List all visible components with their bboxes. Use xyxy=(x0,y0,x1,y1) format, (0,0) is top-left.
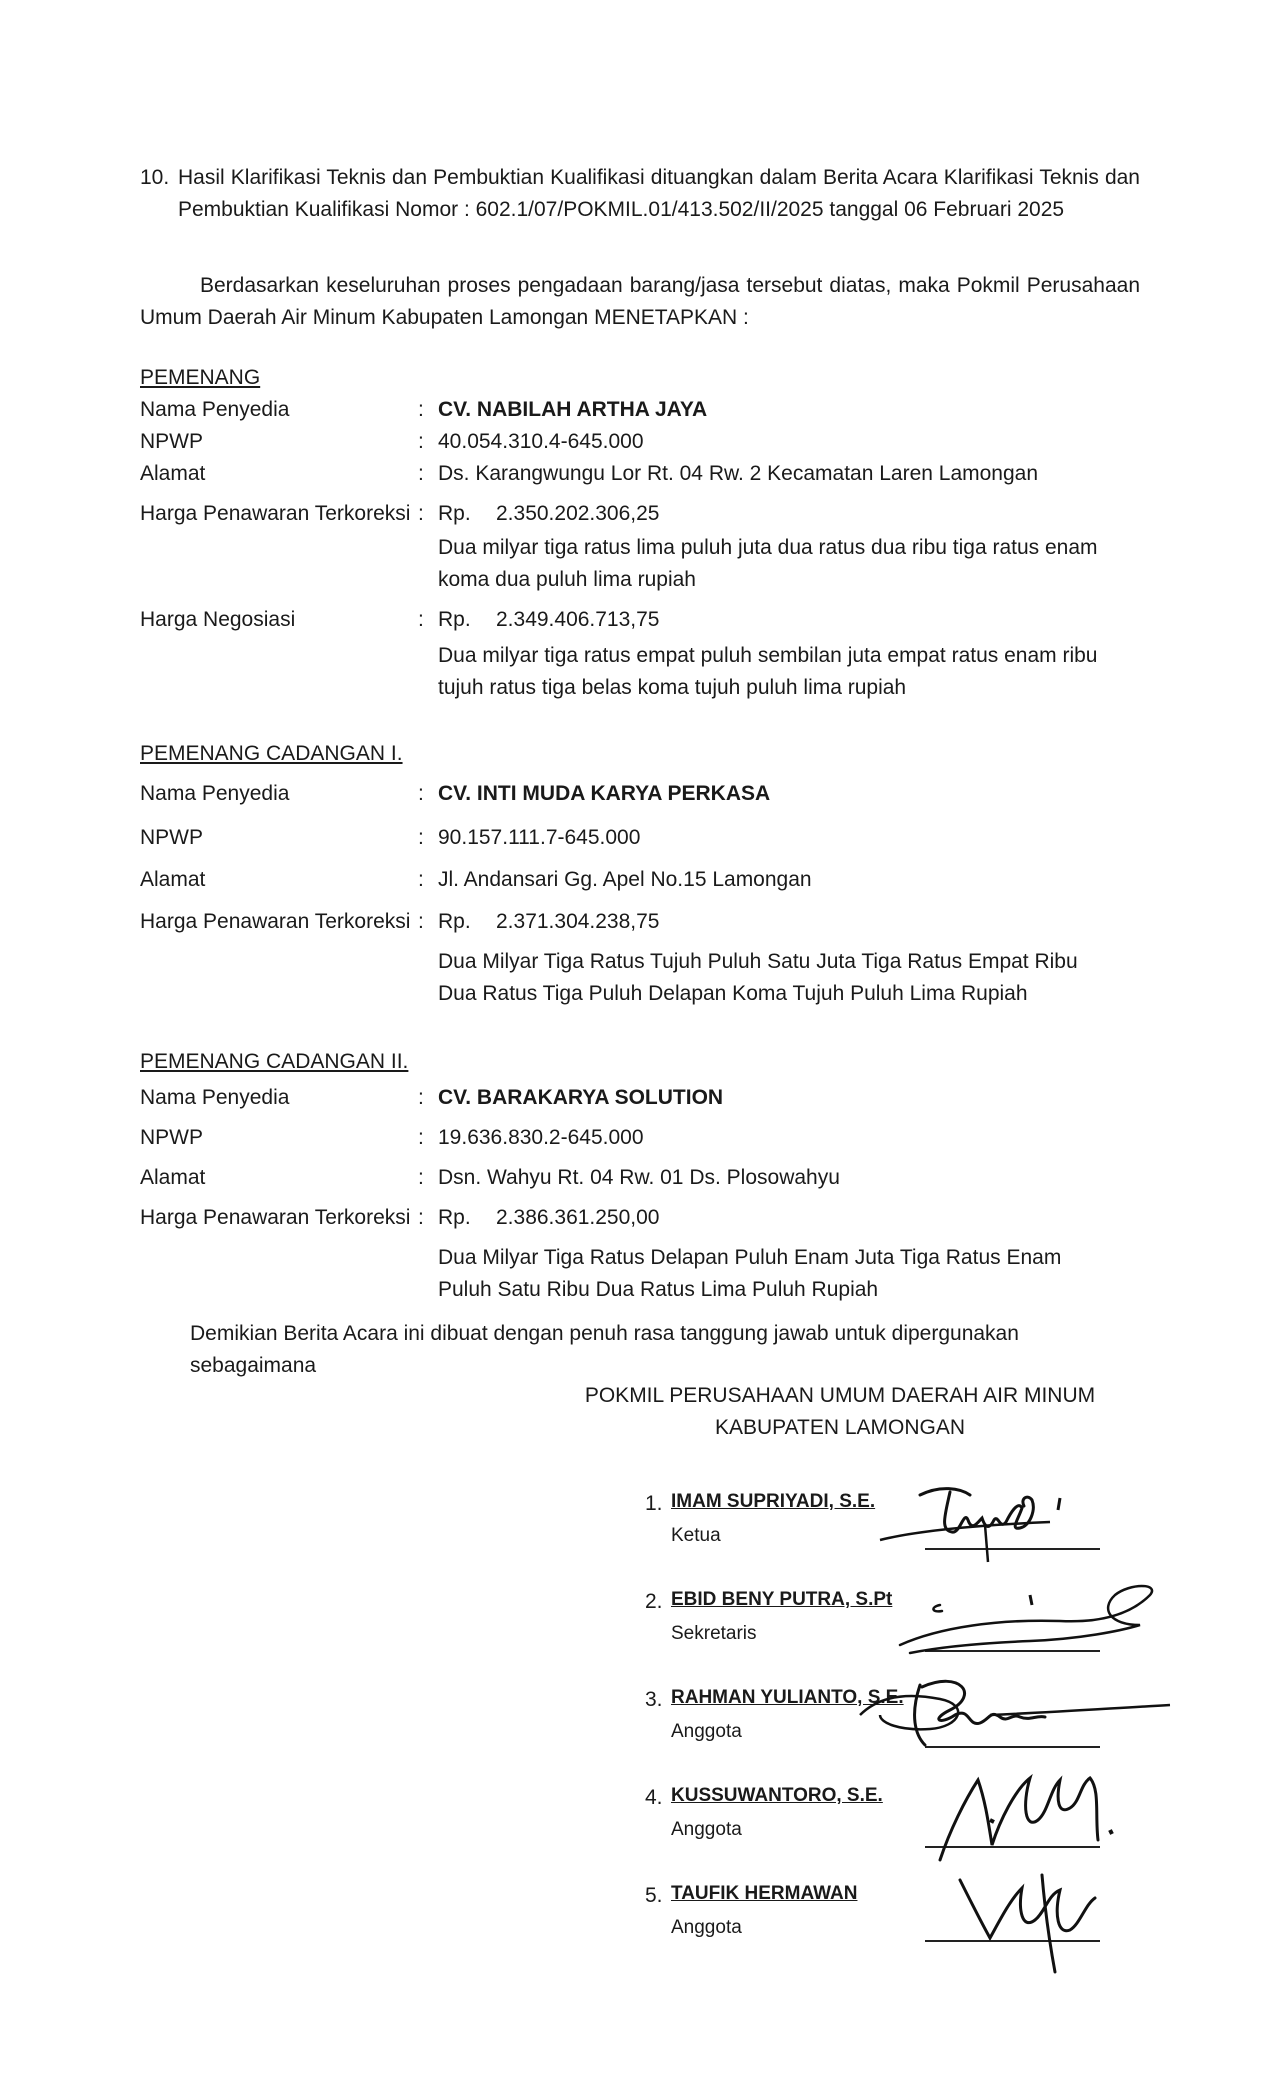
org-name-line-2: KABUPATEN LAMONGAN xyxy=(714,1415,966,1439)
harga-negosiasi-words: Dua milyar tiga ratus empat puluh sembilan juta empat ratus enam ribu tujuh ratus tiga belas koma tujuh puluh lima rupiah xyxy=(438,644,1098,699)
label-npwp: NPWP xyxy=(140,430,203,453)
value-alamat: Ds. Karangwungu Lor Rt. 04 Rw. 2 Kecamatan Laren Lamongan xyxy=(438,462,1039,485)
signer-name: IMAM SUPRIYADI, S.E. xyxy=(671,1491,876,1512)
signer-name: KUSSUWANTORO, S.E. xyxy=(671,1785,883,1806)
currency-label: Rp. xyxy=(438,1206,471,1229)
value-npwp: 19.636.830.2-645.000 xyxy=(438,1126,644,1149)
harga-terkoreksi-words: Dua Milyar Tiga Ratus Tujuh Puluh Satu Juta Tiga Ratus Empat Ribu Dua Ratus Tiga Puluh Delapan Koma Tujuh Puluh Lima Rupiah xyxy=(438,950,1078,1005)
colon: : xyxy=(418,462,424,485)
value-harga-terkoreksi: 2.371.304.238,75 xyxy=(496,910,660,933)
signer-name: TAUFIK HERMAWAN xyxy=(671,1883,858,1904)
section-cadangan-2 xyxy=(140,1046,1140,1301)
colon: : xyxy=(418,826,424,849)
signer-name: EBID BENY PUTRA, S.Pt xyxy=(671,1589,893,1610)
paragraph-number: 10. xyxy=(140,166,170,189)
label-harga-terkoreksi: Harga Penawaran Terkoreksi xyxy=(140,502,411,525)
harga-terkoreksi-words: Dua milyar tiga ratus lima puluh juta dua ratus dua ribu tiga ratus enam koma dua puluh lima rupiah xyxy=(438,536,1098,591)
signer-number: 1. xyxy=(645,1492,663,1515)
section-title: PEMENANG CADANGAN II. xyxy=(140,1050,409,1073)
signature-1-image xyxy=(860,1470,1120,1570)
org-name-line-1: POKMIL PERUSAHAAN UMUM DAERAH AIR MINUM xyxy=(584,1384,1096,1407)
colon: : xyxy=(418,868,424,891)
signature-5-image xyxy=(950,1860,1130,1980)
colon: : xyxy=(418,430,424,453)
currency-label: Rp. xyxy=(438,608,471,631)
currency-label: Rp. xyxy=(438,910,471,933)
signature-2-image xyxy=(880,1575,1190,1665)
signature-block-header xyxy=(560,1380,1120,1443)
value-harga-negosiasi: 2.349.406.713,75 xyxy=(496,608,660,631)
colon: : xyxy=(418,1166,424,1189)
value-harga-terkoreksi: 2.386.361.250,00 xyxy=(496,1206,660,1229)
section-title: PEMENANG xyxy=(140,366,261,389)
signer-number: 5. xyxy=(645,1884,663,1907)
signer-number: 3. xyxy=(645,1688,663,1711)
colon: : xyxy=(418,398,424,421)
value-npwp: 90.157.111.7-645.000 xyxy=(438,826,641,849)
signer-role: Anggota xyxy=(671,1917,742,1938)
closing-statement: Demikian Berita Acara ini dibuat dengan penuh rasa tanggung jawab untuk dipergunakan sebagaimana xyxy=(190,1322,1019,1377)
label-harga-negosiasi: Harga Negosiasi xyxy=(140,608,296,631)
section-pemenang xyxy=(140,362,1140,699)
label-alamat: Alamat xyxy=(140,1166,206,1189)
label-nama: Nama Penyedia xyxy=(140,398,290,421)
signer-role: Anggota xyxy=(671,1819,742,1840)
signer-name: RAHMAN YULIANTO, S.E. xyxy=(671,1687,904,1708)
section-title: PEMENANG CADANGAN I. xyxy=(140,742,403,765)
label-harga-terkoreksi: Harga Penawaran Terkoreksi xyxy=(140,1206,411,1229)
signer-role: Anggota xyxy=(671,1721,742,1742)
signer-number: 4. xyxy=(645,1786,663,1809)
label-harga-terkoreksi: Harga Penawaran Terkoreksi xyxy=(140,910,411,933)
label-nama: Nama Penyedia xyxy=(140,782,290,805)
colon: : xyxy=(418,502,424,525)
currency-label: Rp. xyxy=(438,502,471,525)
paragraph-10 xyxy=(140,162,1140,225)
value-nama: CV. BARAKARYA SOLUTION xyxy=(438,1086,724,1109)
value-alamat: Jl. Andansari Gg. Apel No.15 Lamongan xyxy=(438,868,812,891)
signer-role: Ketua xyxy=(671,1525,721,1546)
section-cadangan-1 xyxy=(140,738,1140,1005)
label-npwp: NPWP xyxy=(140,826,203,849)
value-harga-terkoreksi: 2.350.202.306,25 xyxy=(496,502,660,525)
value-nama: CV. INTI MUDA KARYA PERKASA xyxy=(438,782,771,805)
colon: : xyxy=(418,1086,424,1109)
label-alamat: Alamat xyxy=(140,462,206,485)
colon: : xyxy=(418,608,424,631)
label-npwp: NPWP xyxy=(140,1126,203,1149)
label-nama: Nama Penyedia xyxy=(140,1086,290,1109)
colon: : xyxy=(418,1206,424,1229)
value-npwp: 40.054.310.4-645.000 xyxy=(438,430,644,453)
signer-role: Sekretaris xyxy=(671,1623,757,1644)
colon: : xyxy=(418,1126,424,1149)
label-alamat: Alamat xyxy=(140,868,206,891)
signature-3-image xyxy=(840,1665,1180,1765)
value-alamat: Dsn. Wahyu Rt. 04 Rw. 01 Ds. Plosowahyu xyxy=(438,1166,840,1189)
colon: : xyxy=(418,910,424,933)
value-nama: CV. NABILAH ARTHA JAYA xyxy=(438,398,708,421)
intro-paragraph: Berdasarkan keseluruhan proses pengadaan barang/jasa tersebut diatas, maka Pokmil Perusahaan Umum Daerah Air Minum Kabupaten Lamongan MENETAPKAN : xyxy=(140,274,1140,329)
signer-number: 2. xyxy=(645,1590,663,1613)
paragraph-text: Hasil Klarifikasi Teknis dan Pembuktian Kualifikasi dituangkan dalam Berita Acara Klarifikasi Teknis dan Pembuktian Kualifikasi Nomor : 602.1/07/POKMIL.01/413.502/II/2025 tanggal 06 Februari 2025 xyxy=(178,166,1140,221)
harga-terkoreksi-words: Dua Milyar Tiga Ratus Delapan Puluh Enam Juta Tiga Ratus Enam Puluh Satu Ribu Dua Ratus Lima Puluh Rupiah xyxy=(438,1246,1062,1301)
colon: : xyxy=(418,782,424,805)
signature-4-image xyxy=(930,1760,1150,1870)
